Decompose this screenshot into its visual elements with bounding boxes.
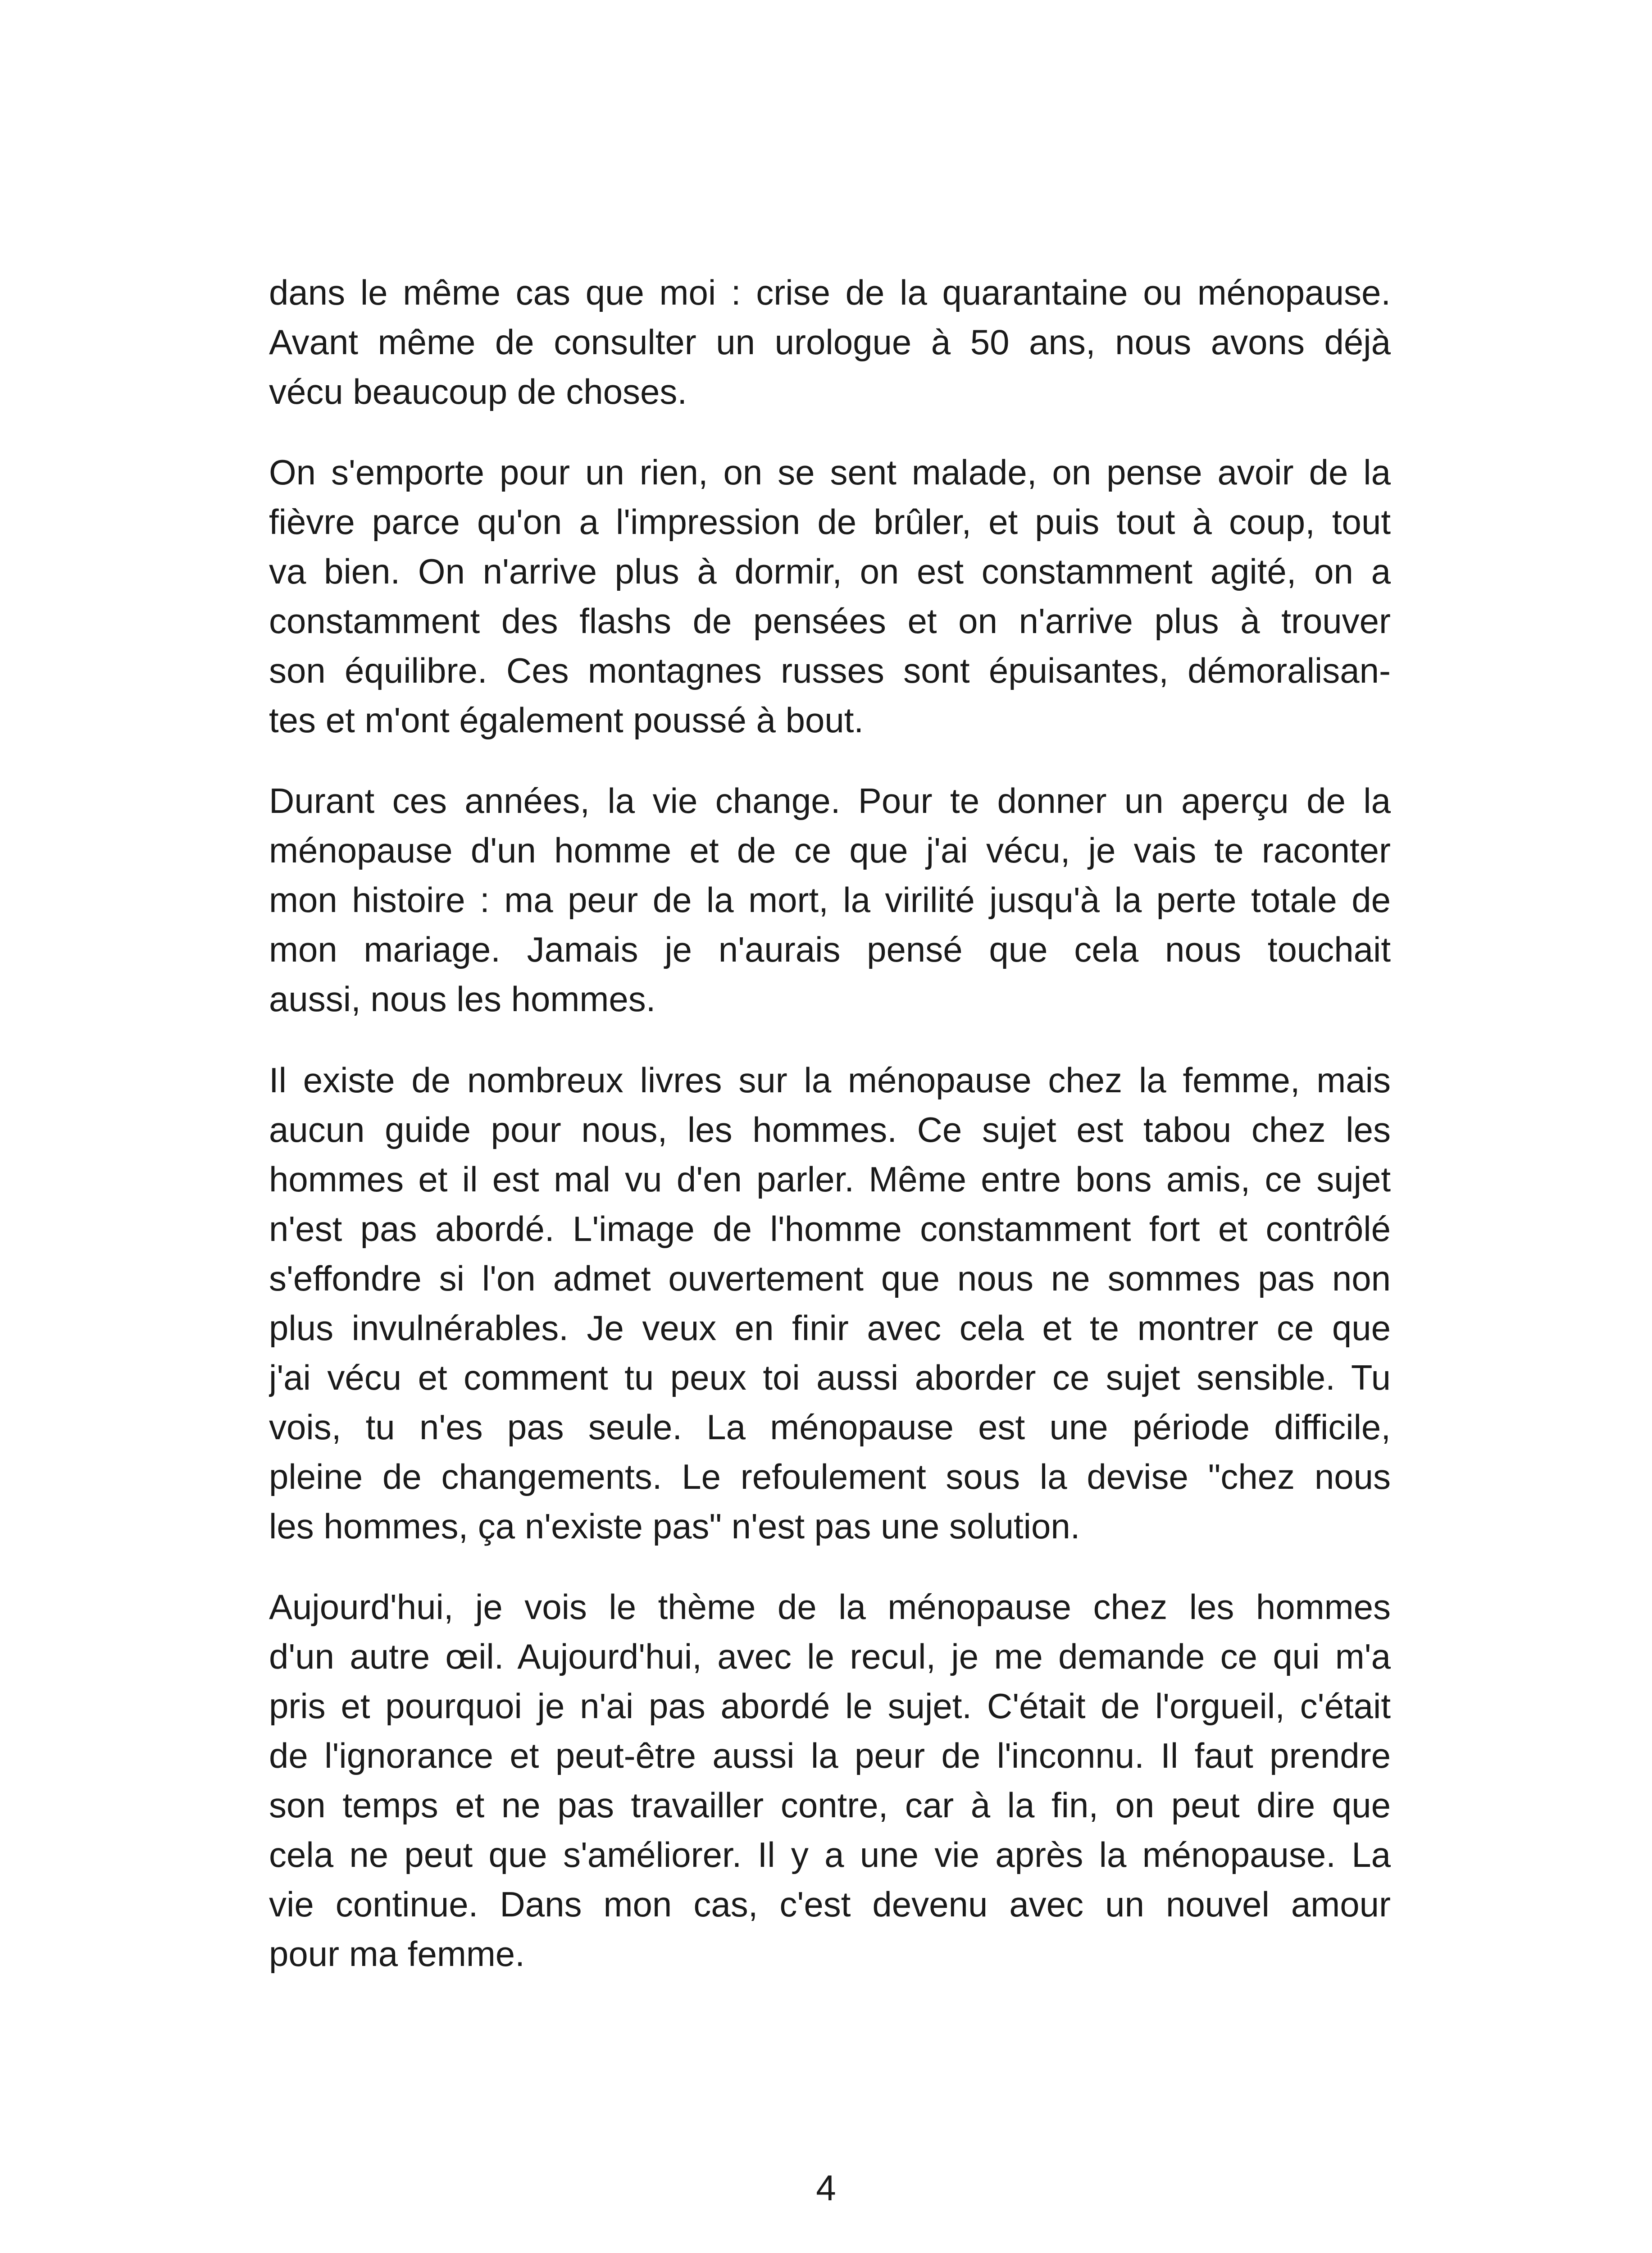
paragraph-2-line-1: On s'emporte pour un rien, on se sent malade, on pense avoir de la <box>269 452 1391 492</box>
paragraph-3-line-2: ménopause d'un homme et de ce que j'ai vécu, je vais te raconter <box>269 830 1391 870</box>
paragraph-4-line-6: plus invulnérables. Je veux en finir avec cela et te montrer ce que <box>269 1308 1391 1348</box>
paragraph-4-line-1: Il existe de nombreux livres sur la ménopause chez la femme, mais <box>269 1060 1391 1100</box>
paragraph-4-line-9: pleine de changements. Le refoulement sous la devise "chez nous <box>269 1457 1391 1496</box>
paragraph-2-line-6: tes et m'ont également poussé à bout. <box>269 700 864 740</box>
paragraph-4-line-4: n'est pas abordé. L'image de l'homme constamment fort et contrôlé <box>269 1209 1391 1249</box>
paragraph-3-line-1: Durant ces années, la vie change. Pour te donner un aperçu de la <box>269 781 1391 821</box>
page-number: 4 <box>816 2168 836 2208</box>
paragraph-3-line-5: aussi, nous les hommes. <box>269 979 656 1019</box>
paragraph-4-line-10: les hommes, ça n'existe pas" n'est pas une solution. <box>269 1506 1080 1546</box>
paragraph-5-line-3: pris et pourquoi je n'ai pas abordé le sujet. C'était de l'orgueil, c'était <box>269 1686 1391 1726</box>
paragraph-4-line-2: aucun guide pour nous, les hommes. Ce sujet est tabou chez les <box>269 1110 1391 1149</box>
paragraph-5-line-2: d'un autre œil. Aujourd'hui, avec le recul, je me demande ce qui m'a <box>269 1637 1391 1676</box>
paragraph-3-line-3: mon histoire : ma peur de la mort, la virilité jusqu'à la perte totale de <box>269 880 1391 920</box>
paragraph-5-line-8: pour ma femme. <box>269 1934 525 1974</box>
paragraph-2-line-4: constamment des flashs de pensées et on n'arrive plus à trouver <box>269 601 1391 641</box>
paragraph-5-line-6: cela ne peut que s'améliorer. Il y a une vie après la ménopause. La <box>269 1835 1391 1874</box>
paragraph-4-line-7: j'ai vécu et comment tu peux toi aussi aborder ce sujet sensible. Tu <box>269 1358 1391 1397</box>
paragraph-1-line-2: Avant même de consulter un urologue à 50 ans, nous avons déjà <box>269 322 1391 362</box>
paragraph-4-line-8: vois, tu n'es pas seule. La ménopause est une période difficile, <box>269 1407 1391 1447</box>
paragraph-1-line-1: dans le même cas que moi : crise de la quarantaine ou ménopause. <box>269 273 1391 312</box>
paragraph-5-line-4: de l'ignorance et peut-être aussi la peur de l'inconnu. Il faut prendre <box>269 1736 1391 1775</box>
paragraph-2-line-5: son équilibre. Ces montagnes russes sont épuisantes, démoralisan- <box>269 651 1391 690</box>
paragraph-5-line-1: Aujourd'hui, je vois le thème de la ménopause chez les hommes <box>269 1587 1391 1627</box>
paragraph-3-line-4: mon mariage. Jamais je n'aurais pensé que cela nous touchait <box>269 930 1391 969</box>
paragraph-2-line-2: fièvre parce qu'on a l'impression de brûler, et puis tout à coup, tout <box>269 502 1391 542</box>
paragraph-5-line-7: vie continue. Dans mon cas, c'est devenu avec un nouvel amour <box>269 1884 1391 1924</box>
paragraph-5-line-5: son temps et ne pas travailler contre, car à la fin, on peut dire que <box>269 1785 1391 1825</box>
paragraph-4-line-3: hommes et il est mal vu d'en parler. Même entre bons amis, ce sujet <box>269 1159 1391 1199</box>
paragraph-2-line-3: va bien. On n'arrive plus à dormir, on est constamment agité, on a <box>269 552 1391 591</box>
paragraph-1-line-3: vécu beaucoup de choses. <box>269 372 687 411</box>
paragraph-4-line-5: s'effondre si l'on admet ouvertement que nous ne sommes pas non <box>269 1259 1391 1298</box>
